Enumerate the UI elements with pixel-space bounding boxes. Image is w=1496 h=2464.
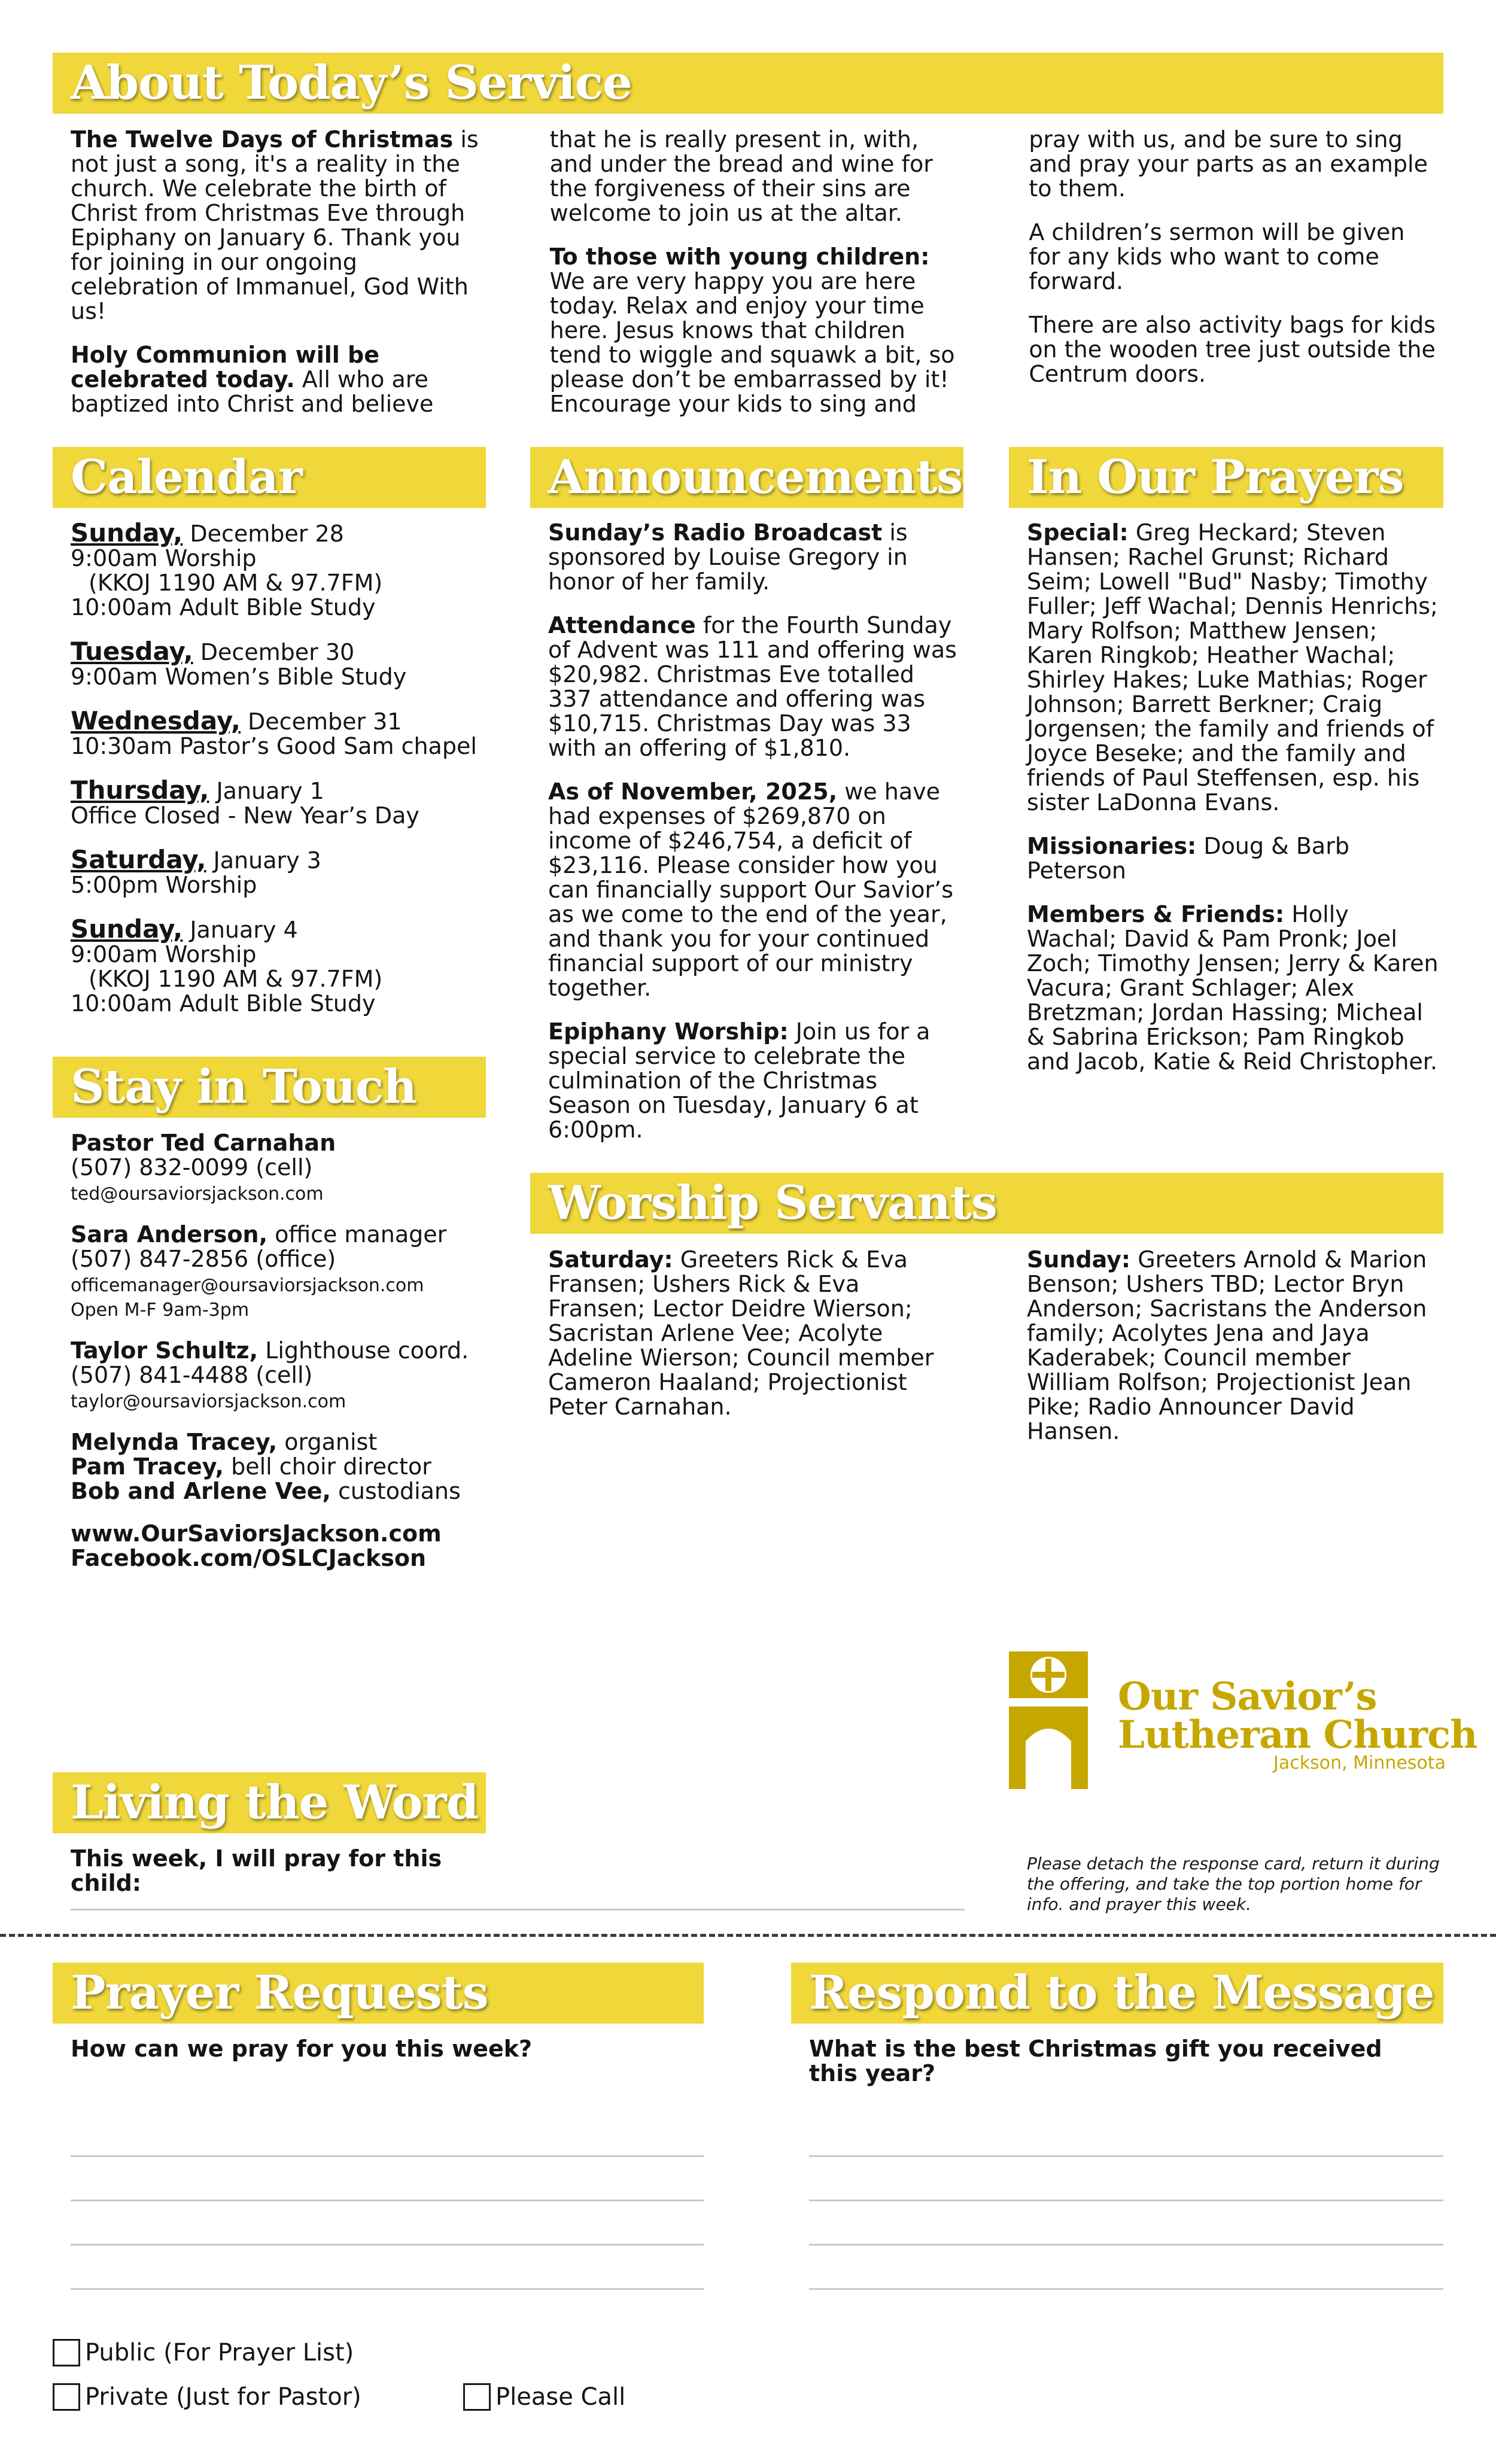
website-link[interactable]: www.OurSaviorsJackson.com [71, 1520, 442, 1547]
sunday-text: Greeters Arnold & Marion Benson; Ushers TBD; Lector Bryn Anderson; Sacristans the Anderson family; Acolytes Jena and Jaya Kaderabek; Council member William Rolfson; Projectionist Jean Pike; Radio Announcer David Hansen. [1027, 1246, 1427, 1444]
calendar-day: Sunday, [71, 518, 183, 547]
prayers-banner: In Our Prayers [1009, 447, 1443, 508]
respond-answer-line[interactable] [809, 2200, 1443, 2201]
about-paragraph-5: There are also activity bags for kids on the wooden tree just outside the Centrum doors. [1029, 312, 1436, 387]
respond-answer-line[interactable] [809, 2288, 1443, 2290]
respond-answer-line[interactable] [809, 2244, 1443, 2246]
cut-line [0, 1934, 1496, 1937]
lighthouse-role: Lighthouse coord. [258, 1337, 469, 1364]
prayer-answer-line[interactable] [71, 2200, 704, 2201]
calendar-line: 10:00am Adult Bible Study [71, 594, 376, 620]
calendar-line: (KKOJ 1190 AM & 97.7FM) [89, 570, 383, 596]
about-banner: About Today’s Service [53, 53, 1443, 114]
staff-role: organist [277, 1429, 378, 1455]
church-logo-icon [1009, 1651, 1088, 1789]
calendar-line: 9:00am Worship [71, 545, 257, 571]
calendar-date: December 31 [240, 708, 402, 735]
calendar-list [71, 518, 484, 1017]
staff-role: custodians [330, 1478, 461, 1504]
contact-pastor [71, 1131, 489, 1204]
pastor-email[interactable]: ted@oursaviorsjackson.com [71, 1184, 324, 1204]
church-logo [1009, 1651, 1477, 1789]
calendar-line: 9:00am Worship [71, 941, 257, 968]
public-checkbox[interactable] [53, 2339, 354, 2366]
checkbox-box[interactable] [463, 2383, 491, 2411]
prayer-text: Holly Wachal; David & Pam Pronk; Joel Zoch; Timothy Jensen; Jerry & Karen Vacura; Grant Schlager; Alex Bretzman; Jordan Hassing; Micheal & Sabrina Erickson; Pam Ringkob and Jacob, Katie & Reid Christopher. [1027, 901, 1439, 1075]
contact-office [71, 1222, 489, 1321]
logo-line-2: Lutheran Church [1118, 1712, 1477, 1757]
calendar-line: 10:00am Adult Bible Study [71, 990, 376, 1017]
staff-role: bell choir director [223, 1453, 431, 1480]
stay-list [71, 1131, 489, 1571]
saturday-label: Saturday: [548, 1246, 673, 1273]
calendar-line: 5:00pm Worship [71, 872, 257, 898]
calendar-event [71, 914, 484, 1017]
calendar-line: 9:00am Women’s Bible Study [71, 664, 407, 690]
prayer-item [1027, 902, 1440, 1074]
about-paragraph-4: A children’s sermon will be given for any kids who want to come forward. [1029, 219, 1405, 294]
checkbox-box[interactable] [53, 2339, 80, 2366]
calendar-line: (KKOJ 1190 AM & 97.7FM) [89, 966, 383, 992]
calendar-line: 10:30am Pastor’s Good Sam chapel [71, 733, 477, 759]
calendar-day: Thursday, [71, 775, 209, 805]
announcement-item [548, 780, 961, 1000]
prayer-item [1027, 834, 1440, 883]
private-label: Private (Just for Pastor) [85, 2383, 361, 2411]
logo-location: Jackson, Minnesota [1273, 1753, 1446, 1774]
announcements-banner: Announcements [530, 447, 963, 508]
calendar-day: Tuesday, [71, 637, 193, 666]
prayer-answer-line[interactable] [71, 2155, 704, 2157]
announcement-item [548, 521, 961, 594]
announcement-bold: Attendance [548, 612, 696, 638]
announcement-item [548, 1020, 961, 1142]
stay-banner: Stay in Touch [53, 1057, 486, 1118]
about-text-1: is not just a song, it's a reality in the church. We celebrate the birth of Christ from Christmas Eve through Epiphany on January 6. Thank you for joining in our ongoing celebration of Immanuel, God With us! [71, 126, 479, 324]
prayer-bold: Special: [1027, 519, 1129, 546]
calendar-event [71, 639, 484, 689]
about-bold-2: Holy Communion will be celebrated today. [71, 342, 380, 393]
office-phone: (507) 847-2856 (office) [71, 1246, 336, 1272]
logo-line-1: Our Savior’s [1118, 1674, 1377, 1719]
call-label: Please Call [495, 2383, 626, 2411]
prayer-bold: Missionaries: [1027, 833, 1197, 859]
announcement-item [548, 613, 961, 761]
sunday-label: Sunday: [1027, 1246, 1131, 1273]
lighthouse-name: Taylor Schultz, [71, 1337, 259, 1364]
pastor-phone: (507) 832-0099 (cell) [71, 1154, 313, 1181]
private-checkbox[interactable] [53, 2383, 361, 2411]
office-role: office manager [267, 1221, 447, 1248]
office-email[interactable]: officemanager@oursaviorsjackson.com [71, 1275, 424, 1296]
respond-banner: Respond to the Message [791, 1963, 1443, 2024]
prayer-answer-line[interactable] [71, 2288, 704, 2290]
announcements-list [548, 521, 961, 1142]
about-text-3: We are very happy you are here today. Relax and enjoy your time here. Jesus knows that children tend to wiggle and squawk a bit, so please don’t be embarrassed by it! Encourage your kids to sing and pray with us, and be sure to sing and pray your parts as an example to them. [549, 126, 1428, 417]
prayer-text: Greg Heckard; Steven Hansen; Rachel Grunst; Richard Seim; Lowell "Bud" Nasby; Timothy Fuller; Jeff Wachal; Dennis Henrichs; Mary Rolfson; Matthew Jensen; Karen Ringkob; Heather Wachal; Shirley Hakes; Luke Mathias; Roger Johnson; Barrett Berkner; Craig Jorgensen; the family and friends of Joyce Beseke; and the family and friends of Paul Steffensen, esp. his sister LaDonna Evans. [1027, 519, 1438, 816]
prayer-requests-prompt: How can we pray for you this week? [71, 2036, 533, 2062]
about-paragraph-1 [71, 127, 479, 324]
calendar-date: December 30 [193, 639, 355, 665]
prayer-requests-banner: Prayer Requests [53, 1963, 704, 2024]
living-answer-line[interactable] [71, 1909, 965, 1911]
contact-staff [71, 1430, 489, 1504]
lighthouse-phone: (507) 841-4488 (cell) [71, 1362, 313, 1388]
announcement-text: for the Fourth Sunday of Advent was 111 and offering was $20,982. Christmas Eve totalled 337 attendance and offering was $10,715. Christmas Day was 33 with an offering of $1,810. [548, 612, 957, 761]
calendar-event [71, 708, 484, 759]
announcement-text: is sponsored by Louise Gregory in honor of her family. [548, 519, 908, 595]
calendar-date: January 3 [206, 847, 321, 874]
prayer-answer-line[interactable] [71, 2244, 704, 2246]
facebook-link[interactable]: Facebook.com/OSLCJackson [71, 1545, 427, 1571]
staff-name: Pam Tracey, [71, 1453, 224, 1480]
respond-prompt: What is the best Christmas gift you received this year? [809, 2036, 1382, 2086]
office-name: Sara Anderson, [71, 1221, 268, 1248]
announcement-text: Join us for a special service to celebrate the culmination of the Christmas Season on Tuesday, January 6 at 6:00pm. [548, 1018, 931, 1143]
servants-banner: Worship Servants [530, 1173, 1443, 1234]
lighthouse-email[interactable]: taylor@oursaviorsjackson.com [71, 1391, 346, 1412]
living-prompt: This week, I will pray for this child: [71, 1845, 442, 1896]
calendar-day: Wednesday, [71, 706, 241, 735]
saturday-text: Greeters Rick & Eva Fransen; Ushers Rick & Eva Fransen; Lector Deidre Wierson; Sacristan Arlene Vee; Acolyte Adeline Wierson; Council member Cameron Haaland; Projectionist Peter Carnahan. [548, 1246, 934, 1420]
announcement-bold: Sunday’s Radio Broadcast [548, 519, 883, 546]
calendar-date: January 1 [209, 778, 324, 804]
pastor-name: Pastor Ted Carnahan [71, 1130, 336, 1156]
calendar-day: Sunday, [71, 914, 183, 944]
calendar-event [71, 775, 484, 829]
servants-saturday [548, 1248, 961, 1419]
calendar-day: Saturday, [71, 845, 206, 874]
call-checkbox[interactable] [463, 2383, 625, 2411]
about-body [71, 127, 1437, 422]
contact-lighthouse [71, 1339, 489, 1412]
respond-answer-line[interactable] [809, 2155, 1443, 2157]
calendar-date: December 28 [183, 521, 344, 547]
calendar-banner: Calendar [53, 447, 486, 508]
staff-name: Bob and Arlene Vee, [71, 1478, 331, 1504]
calendar-event [71, 518, 484, 620]
calendar-date: January 4 [183, 917, 298, 943]
announcement-bold: Epiphany Worship: [548, 1018, 789, 1045]
about-bold-1: The Twelve Days of Christmas [71, 126, 454, 153]
prayer-item [1027, 521, 1440, 815]
calendar-event [71, 847, 484, 898]
public-label: Public (For Prayer List) [85, 2339, 354, 2366]
announcement-bold: As of November, 2025, [548, 778, 838, 805]
prayers-list [1027, 521, 1440, 1074]
servants-sunday [1027, 1248, 1440, 1444]
about-bold-3: To those with young children: [549, 244, 930, 270]
prayer-text: Doug & Barb Peterson [1027, 833, 1349, 884]
about-text-2: All who are baptized into Christ and believe that he is really present in, with, and under the bread and wine for the forgiveness of their sins are welcome to join us at the altar. [71, 126, 933, 417]
calendar-line: Office Closed - New Year’s Day [71, 802, 419, 829]
staff-name: Melynda Tracey, [71, 1429, 278, 1455]
announcement-text: we have had expenses of $269,870 on income of $246,754, a deficit of $23,116. Please consider how you can financially support Our Savior’s as we come to the end of the year, and thank you for your continued financial support of our ministry together. [548, 778, 954, 1001]
living-banner: Living the Word [53, 1772, 486, 1833]
office-hours: Open M-F 9am-3pm [71, 1300, 250, 1321]
prayer-bold: Members & Friends: [1027, 901, 1285, 927]
checkbox-box[interactable] [53, 2383, 80, 2411]
contact-web [71, 1522, 489, 1571]
detach-note: Please detach the response card, return it during the offering, and take the top portion home for info. and prayer this week. [1027, 1854, 1440, 1914]
